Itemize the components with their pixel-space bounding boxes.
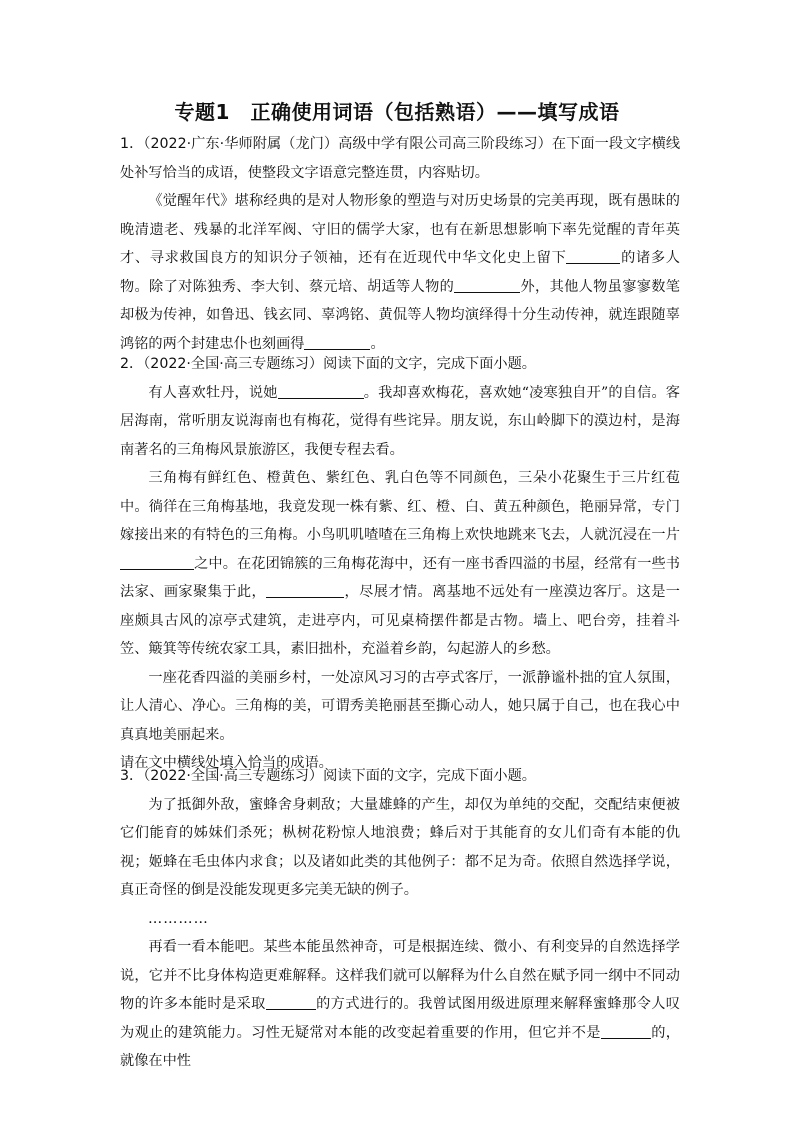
passage-text: 《觉醒年代》堪称经典的是对人物形象的塑造与对历史场景的完美再现，既有愚昧的晚清遗老、残暴的北洋军阀、守旧的儒学大家，也有在新思想影响下率先觉醒的青年英才、寻求救国良方的知识分子领袖，还有在近现代中华文化史上留下 (120, 193, 680, 266)
question-3-paragraph (120, 933, 680, 1076)
question-instruction: 在下面一段文字横线处补写恰当的成语，使整段文字语意完整连贯，内容贴切。 (120, 136, 681, 181)
question-source: （2022·全国·高三专题练习） (143, 768, 324, 784)
answer-blank[interactable] (266, 991, 316, 1010)
question-3-paragraph: 为了抵御外敌，蜜蜂舍身刺敌；大量雄蜂的产生，却仅为单纯的交配，交配结束便被它们能育的姊妹们杀死；枞树花粉惊人地浪费；蜂后对于其能育的女儿们奇有本能的仇视；姬蜂在毛虫体内求食；以及诸如此类的其他例子：都不足为奇。依照自然选择学说，真正奇怪的倒是没能发现更多完美无缺的例子。 (120, 796, 680, 898)
question-1 (120, 130, 680, 358)
passage-text: 三角梅有鲜红色、橙黄色、紫红色、乳白色等不同颜色，三朵小花聚生于三片红苞中。徜徉在三角梅基地，我竟发现一株有紫、红、橙、白、黄五种颜色，艳丽异常，专门嫁接出来的有特色的三角梅。小鸟叽叽喳喳在三角梅上欢快地跳来飞去，人就沉浸在一片 (120, 470, 680, 543)
question-2-paragraph: 一座花香四溢的美丽乡村，一处凉风习习的古亭式客厅，一派静谧朴拙的宜人氛围，让人清心、净心。三角梅的美，可谓秀美艳丽甚至撕心动人，她只属于自己，也在我心中真真地美丽起来。 (120, 669, 680, 743)
question-2-prompt: 请在文中横线处填入恰当的成语。 (120, 755, 333, 771)
passage-text: 有人喜欢牡丹，说她 (148, 384, 278, 401)
question-instruction: 阅读下面的文字，完成下面小题。 (323, 768, 536, 784)
question-source: （2022·全国·高三专题练习） (143, 356, 324, 372)
answer-blank[interactable] (266, 579, 344, 598)
question-source: （2022·广东·华师附属（龙门）高级中学有限公司高三阶段练习） (143, 136, 552, 152)
passage-text: 的，就像在中性 (120, 1024, 680, 1069)
answer-blank[interactable] (120, 551, 194, 570)
passage-text: 外，其他人物虽寥寥数笔却极为传神，如鲁迅、钱玄同、辜鸿铭、黄侃等人物均演绎得十分生动传神，就连跟随辜鸿铭的两个封建忠仆也刻画得 (120, 278, 680, 352)
question-2-paragraph (120, 464, 680, 664)
question-number: 1． (120, 136, 144, 152)
passage-text: 的方式进行的。我曾试图用级进原理来解释蜜蜂那令人叹为观止的建筑能力。习性无疑常对本能的改变起着重要的作用，但它并不是 (120, 996, 680, 1041)
passage-text: 。我却喜欢梅花，喜欢她“凌寒独自开”的自信。客居海南，常听朋友说海南也有梅花，觉得有些诧异。朋友说，东山岭脚下的漠边村，是海南著名的三角梅风景旅游区，我便专程去看。 (120, 384, 680, 458)
passage-text: 再看一看本能吧。某些本能虽然神奇，可是根据连续、微小、有利变异的自然选择学说，它并不比身体构造更难解释。这样我们就可以解释为什么自然在赋予同一纲中不同动物的许多本能时是采取 (120, 939, 680, 1012)
passage-text: 之中。在花团锦簇的三角梅花海中，还有一座书香四溢的书屋，经常有一些书法家、画家聚集于此， (120, 555, 680, 600)
question-instruction: 阅读下面的文字，完成下面小题。 (323, 356, 536, 372)
answer-blank[interactable] (304, 331, 370, 350)
question-1-header (120, 130, 680, 187)
question-number: 2． (120, 356, 144, 372)
question-3 (120, 762, 680, 1076)
passage-text: 。 (370, 335, 385, 352)
question-3-header (120, 762, 680, 791)
passage-text: 的诸多人物。除了对陈独秀、李大钊、蔡元培、胡适等人物的 (120, 250, 680, 295)
question-number: 3． (120, 768, 144, 784)
question-1-passage (120, 187, 680, 358)
answer-blank[interactable] (566, 245, 620, 264)
page-title: 专题1 正确使用词语（包括熟语）——填写成语 (174, 100, 620, 124)
answer-blank[interactable] (278, 380, 364, 399)
passage-text: ，尽展才情。离基地不远处有一座漠边客厅。这是一座颇具古风的凉亭式建筑，走进亭内，可见桌椅摆件都是古物。墙上、吧台旁，挂着斗笠、簸箕等传统农家工具，素旧拙朴，充溢着乡韵，勾起游人的乡愁。 (120, 584, 680, 657)
answer-blank[interactable] (601, 1020, 651, 1039)
question-2 (120, 350, 680, 778)
ellipsis: ………… (148, 910, 209, 927)
question-2-header (120, 350, 680, 379)
question-2-paragraph (120, 379, 680, 465)
answer-blank[interactable] (454, 274, 520, 293)
